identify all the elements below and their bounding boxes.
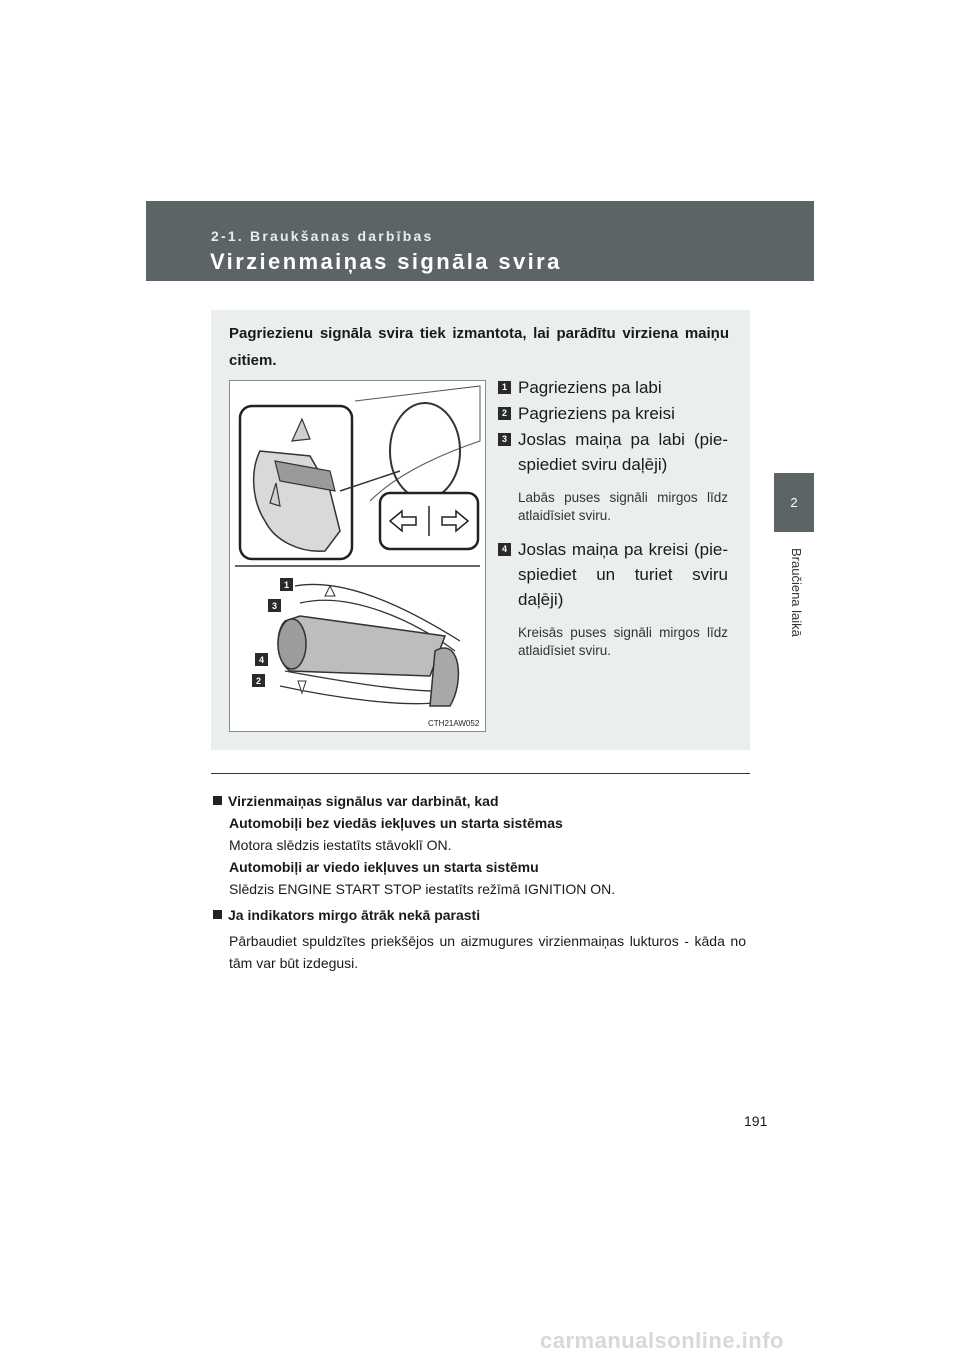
list-item [498, 427, 728, 525]
item-number: 4 [498, 543, 511, 556]
square-bullet-icon [213, 796, 222, 805]
svg-text:4: 4 [258, 655, 265, 665]
item-text: Joslas maiņa pa kreisi (pie-spiediet un turiet sviru daļēji) [518, 540, 728, 609]
note-subheading: Automobiļi bez viedās iekļuves un starta sistēmas [229, 815, 563, 831]
lever-illustration [229, 380, 486, 732]
list-item [498, 401, 728, 426]
watermark: carmanualsonline.info [540, 1328, 784, 1353]
note-text: Pārbaudiet spuldzītes priekšējos un aizmugures virzienmaiņas lukturos - kāda no tām var būt izdegusi. [229, 933, 746, 971]
list-item [498, 537, 728, 660]
callout-3 [268, 599, 281, 612]
item-note: Labās puses signāli mirgos līdz atlaidīsiet sviru. [518, 490, 728, 523]
item-number: 2 [498, 407, 511, 420]
notes-section [213, 790, 746, 974]
callout-4 [255, 653, 268, 666]
list-item [498, 375, 728, 400]
note-heading: Ja indikators mirgo ātrāk nekā parasti [213, 904, 746, 926]
item-number: 3 [498, 433, 511, 446]
chapter-tab-label: Braučiena laikā [789, 548, 804, 637]
item-list [498, 375, 728, 672]
note-body [213, 812, 746, 900]
note-body [213, 930, 746, 974]
figure-code: CTH21AW052 [428, 719, 480, 728]
item-text: Joslas maiņa pa labi (pie-spiediet sviru daļēji) [518, 430, 728, 474]
lever-base [430, 648, 458, 706]
item-number: 1 [498, 381, 511, 394]
item-note: Kreisās puses signāli mirgos līdz atlaidīsiet sviru. [518, 625, 728, 658]
steering-wheel [390, 403, 460, 499]
callout-1 [280, 578, 293, 591]
note-text: Motora slēdzis iestatīts stāvoklī ON. [229, 837, 452, 853]
chapter-header [146, 201, 814, 281]
square-bullet-icon [213, 910, 222, 919]
page-title: Virzienmaiņas signāla svira [210, 249, 562, 274]
svg-text:1: 1 [283, 580, 290, 590]
section-label: 2-1. Braukšanas darbības [211, 228, 434, 244]
item-text: Pagrieziens pa kreisi [518, 404, 675, 423]
callout-2 [252, 674, 265, 687]
svg-text:2: 2 [255, 676, 262, 686]
note-heading: Virzienmaiņas signālus var darbināt, kad [213, 790, 746, 812]
note-text: Slēdzis ENGINE START STOP iestatīts režīmā IGNITION ON. [229, 881, 616, 897]
chapter-tab: 2 [774, 473, 814, 532]
lever-diagram-svg [230, 381, 485, 731]
section-divider [211, 773, 750, 774]
item-text: Pagrieziens pa labi [518, 378, 662, 397]
page-number: 191 [744, 1113, 768, 1129]
note-subheading: Automobiļi ar viedo iekļuves un starta sistēmu [229, 859, 539, 875]
intro-text: Pagriezienu signāla svira tiek izmantota, lai parādītu virziena maiņu citiem. [229, 325, 729, 369]
svg-text:3: 3 [271, 601, 278, 611]
lever-tip [278, 619, 306, 669]
arrow-up-position-icon [325, 586, 335, 596]
